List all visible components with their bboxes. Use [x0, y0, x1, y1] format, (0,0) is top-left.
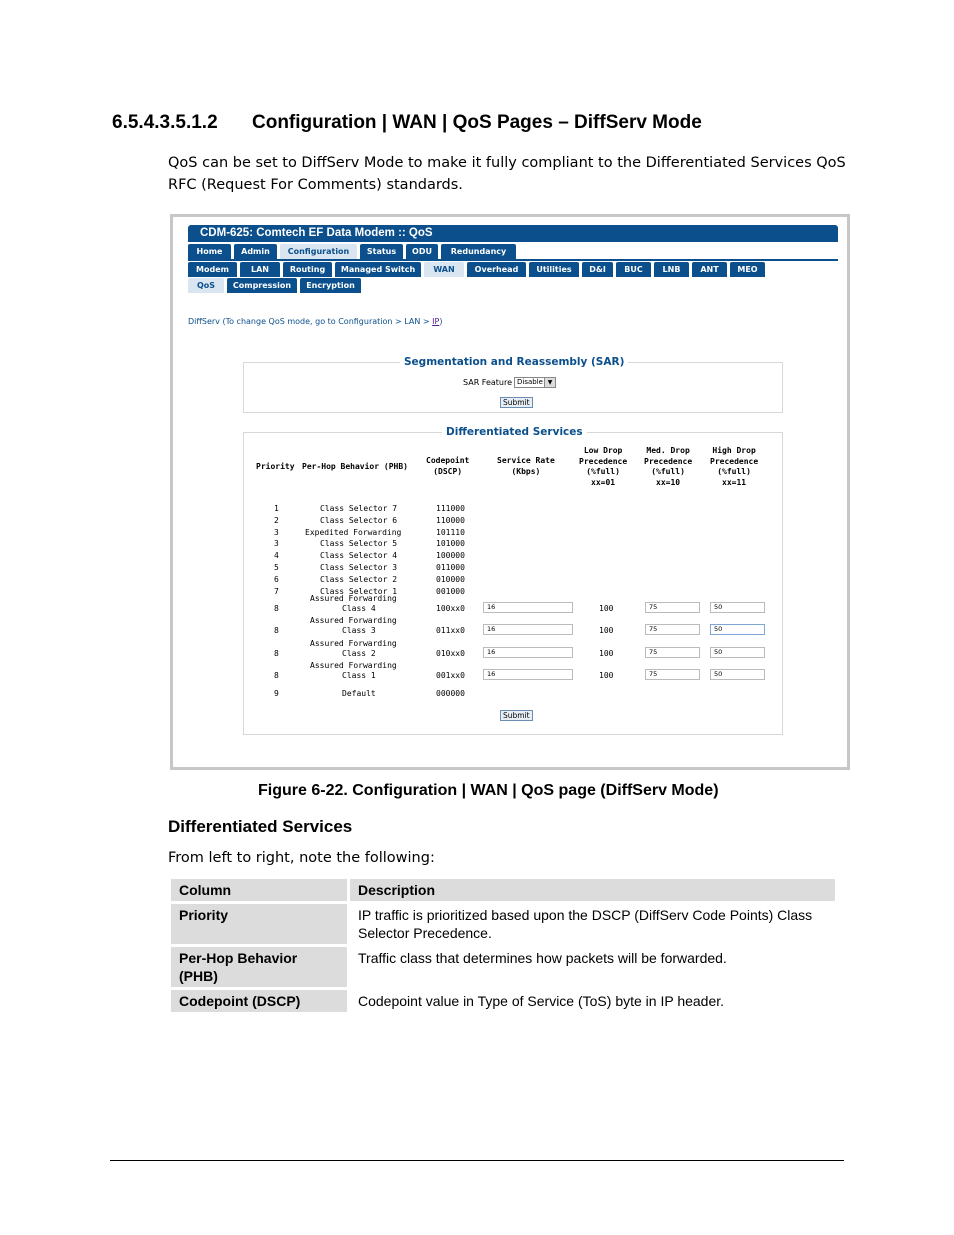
section-title: Configuration | WAN | QoS Pages – DiffServ Mode [252, 112, 702, 133]
sar-feature-label: SAR Feature [463, 378, 513, 387]
chevron-down-icon: ▼ [544, 378, 555, 387]
section-number: 6.5.4.3.5.1.2 [112, 112, 218, 133]
nav-meo[interactable]: MEO [730, 262, 765, 277]
col-med-drop: Med. Drop Precedence (%full) xx=10 [644, 446, 693, 487]
phb-class-cell: Class 4 [342, 604, 376, 613]
high-drop-input[interactable]: 50 [710, 647, 765, 658]
nav-lan[interactable]: LAN [240, 262, 280, 277]
phb-cell: Class Selector 4 [320, 551, 398, 560]
nav-qos[interactable]: QoS [188, 278, 224, 293]
service-rate-input[interactable]: 16 [483, 647, 573, 658]
priority-cell: 3 [274, 539, 279, 548]
service-rate-input[interactable]: 16 [483, 624, 573, 635]
nav-modem[interactable]: Modem [188, 262, 237, 277]
phb-cell: Assured Forwarding [310, 639, 397, 648]
nav-routing[interactable]: Routing [283, 262, 332, 277]
low-drop-cell: 100 [599, 671, 614, 680]
breadcrumb-text: DiffServ (To change QoS mode, go to Configuration > LAN > [188, 317, 433, 326]
phb-cell: Class Selector 1 [320, 587, 398, 596]
breadcrumb-end: ) [439, 317, 443, 326]
med-drop-input[interactable]: 75 [645, 602, 700, 613]
nav-secondary [188, 262, 765, 278]
service-rate-input[interactable]: 16 [483, 602, 573, 613]
nav-primary [188, 244, 516, 260]
priority-cell: 5 [274, 563, 279, 572]
nav-redundancy[interactable]: Redundancy [441, 244, 516, 259]
priority-cell: 1 [274, 504, 279, 513]
nav-home[interactable]: Home [188, 244, 231, 259]
sar-fieldset [243, 356, 783, 413]
sar-feature-select[interactable] [514, 377, 556, 388]
service-rate-input[interactable]: 16 [483, 669, 573, 680]
priority-cell: 8 [274, 671, 279, 680]
phb-cell: Assured Forwarding [310, 661, 397, 670]
phb-cell: Class Selector 3 [320, 563, 398, 572]
col-high-drop: High Drop Precedence (%full) xx=11 [710, 446, 759, 487]
window-title: CDM-625: Comtech EF Data Modem :: QoS [188, 225, 838, 242]
med-drop-input[interactable]: 75 [645, 669, 700, 680]
priority-cell: 9 [274, 689, 279, 698]
sar-legend: Segmentation and Reassembly (SAR) [400, 356, 628, 368]
med-drop-input[interactable]: 75 [645, 624, 700, 635]
phb-class-cell: Class 3 [342, 626, 376, 635]
nav-divider [188, 259, 838, 261]
codepoint-cell: 000000 [436, 689, 465, 698]
nav-odu[interactable]: ODU [406, 244, 438, 259]
codepoint-cell: 100xx0 [436, 604, 465, 613]
subheading: Differentiated Services [168, 817, 353, 836]
figure-screenshot [170, 214, 850, 770]
col-priority: Priority [256, 462, 295, 471]
priority-cell: 8 [274, 604, 279, 613]
phb-class-cell: Class 1 [342, 671, 376, 680]
codepoint-cell: 001xx0 [436, 671, 465, 680]
codepoint-cell: 101110 [436, 528, 465, 537]
priority-cell: 8 [274, 626, 279, 635]
codepoint-cell: 001000 [436, 587, 465, 596]
description-table [168, 876, 838, 1015]
nav-buc[interactable]: BUC [616, 262, 651, 277]
column-name-cell: Per-Hop Behavior (PHB) [171, 947, 347, 987]
priority-cell: 4 [274, 551, 279, 560]
table-row [171, 990, 835, 1012]
nav-configuration[interactable]: Configuration [280, 244, 357, 259]
sar-submit-button[interactable]: Submit [500, 397, 533, 408]
description-cell: Traffic class that determines how packets will be forwarded. [358, 950, 727, 966]
phb-cell: Class Selector 7 [320, 504, 398, 513]
high-drop-input[interactable]: 50 [710, 624, 765, 635]
phb-cell: Class Selector 2 [320, 575, 398, 584]
breadcrumb-ip-link[interactable]: IP [432, 317, 440, 326]
table-header-row [171, 879, 835, 901]
high-drop-input[interactable]: 50 [710, 669, 765, 680]
nav-status[interactable]: Status [360, 244, 403, 259]
priority-cell: 8 [274, 649, 279, 658]
section-heading [112, 112, 702, 134]
codepoint-cell: 010xx0 [436, 649, 465, 658]
sar-feature-value: Disable [517, 378, 543, 386]
nav-wan[interactable]: WAN [424, 262, 464, 277]
description-cell: IP traffic is prioritized based upon the DSCP (DiffServ Code Points) Class Selector Precedence. [358, 907, 813, 941]
nav-overhead[interactable]: Overhead [467, 262, 526, 277]
codepoint-cell: 100000 [436, 551, 465, 560]
phb-cell: Default [342, 689, 376, 698]
nav-utilities[interactable]: Utilities [529, 262, 579, 277]
phb-class-cell: Class 2 [342, 649, 376, 658]
header-description: Description [350, 879, 835, 901]
col-phb: Per-Hop Behavior (PHB) [302, 462, 408, 471]
figure-caption: Figure 6-22. Configuration | WAN | QoS page (DiffServ Mode) [258, 782, 719, 799]
low-drop-cell: 100 [599, 649, 614, 658]
codepoint-cell: 110000 [436, 516, 465, 525]
footer-divider [110, 1160, 844, 1161]
nav-tertiary [188, 278, 361, 294]
phb-cell: Class Selector 5 [320, 539, 398, 548]
low-drop-cell: 100 [599, 626, 614, 635]
nav-managed-switch[interactable]: Managed Switch [335, 262, 421, 277]
high-drop-input[interactable]: 50 [710, 602, 765, 613]
phb-cell: Assured Forwarding [310, 594, 397, 603]
phb-cell: Expedited Forwarding [305, 528, 402, 537]
header-column: Column [171, 879, 347, 901]
column-name-cell: Priority [171, 904, 347, 944]
nav-encryption[interactable]: Encryption [300, 278, 361, 293]
table-row [171, 947, 835, 987]
nav-lnb[interactable]: LNB [654, 262, 689, 277]
priority-cell: 6 [274, 575, 279, 584]
nav-di[interactable]: D&I [582, 262, 613, 277]
low-drop-cell: 100 [599, 604, 614, 613]
breadcrumb [188, 317, 442, 326]
codepoint-cell: 011xx0 [436, 626, 465, 635]
codepoint-cell: 101000 [436, 539, 465, 548]
priority-cell: 7 [274, 587, 279, 596]
phb-cell: Class Selector 6 [320, 516, 398, 525]
col-low-drop: Low Drop Precedence (%full) xx=01 [579, 446, 628, 487]
col-service-rate: Service Rate (Kbps) [497, 456, 555, 476]
phb-cell: Assured Forwarding [310, 616, 397, 625]
column-name-cell: Codepoint (DSCP) [171, 990, 347, 1012]
diffserv-legend: Differentiated Services [442, 426, 587, 438]
priority-cell: 3 [274, 528, 279, 537]
nav-ant[interactable]: ANT [692, 262, 727, 277]
nav-compression[interactable]: Compression [227, 278, 297, 293]
table-row [171, 904, 835, 944]
codepoint-cell: 010000 [436, 575, 465, 584]
note-text: From left to right, note the following: [168, 850, 435, 866]
codepoint-cell: 011000 [436, 563, 465, 572]
med-drop-input[interactable]: 75 [645, 647, 700, 658]
col-codepoint: Codepoint (DSCP) [426, 456, 470, 476]
intro-paragraph: QoS can be set to DiffServ Mode to make it fully compliant to the Differentiated Services QoS RFC (Request For Comments) standards. [168, 155, 846, 193]
nav-admin[interactable]: Admin [234, 244, 277, 259]
diffserv-fieldset [243, 426, 783, 735]
description-cell: Codepoint value in Type of Service (ToS) byte in IP header. [358, 993, 725, 1009]
codepoint-cell: 111000 [436, 504, 465, 513]
priority-cell: 2 [274, 516, 279, 525]
diffserv-submit-button[interactable]: Submit [500, 710, 533, 721]
